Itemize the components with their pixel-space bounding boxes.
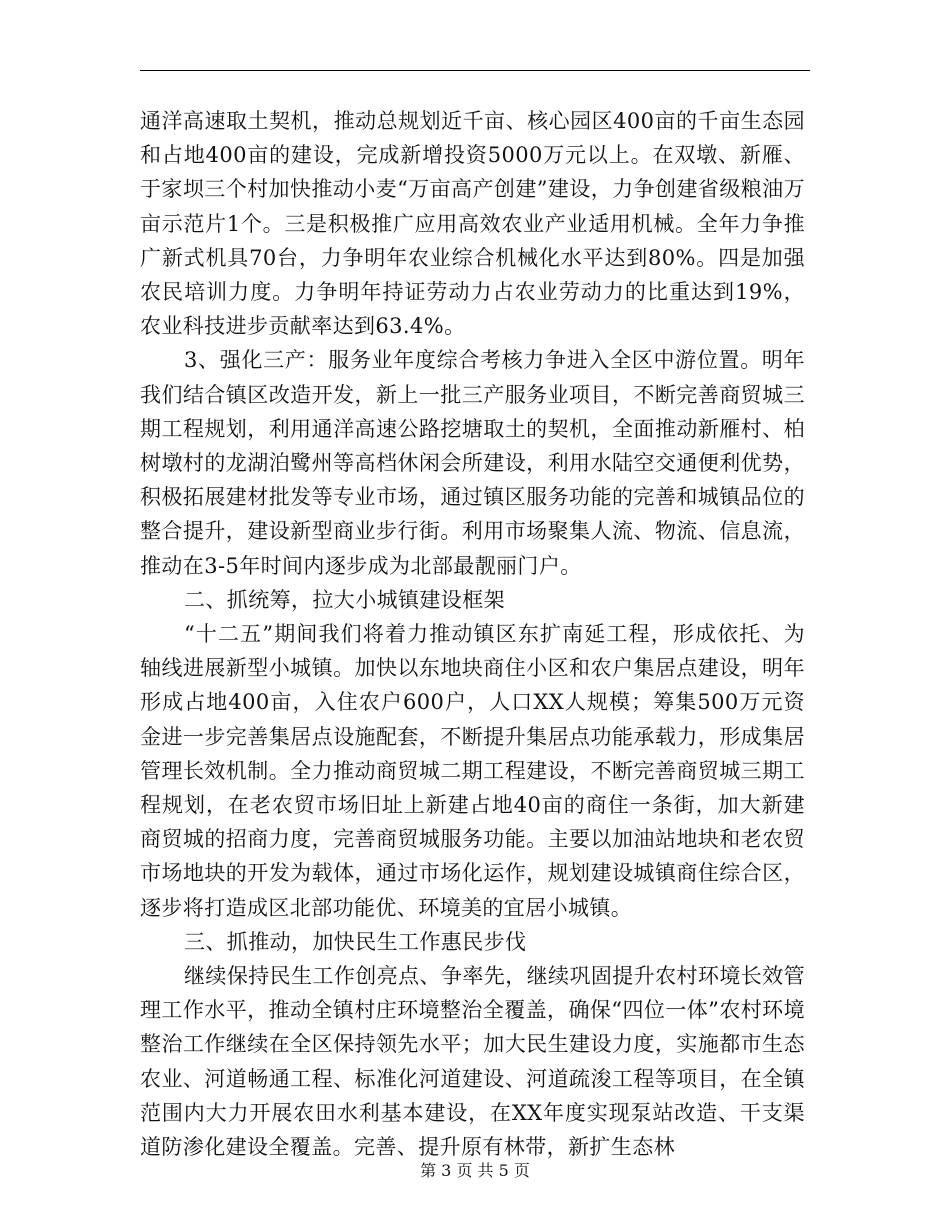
paragraph-1: 通洋高速取土契机，推动总规划近千亩、核心园区400亩的千亩生态园和占地400亩的建设，完成新增投资5000万元以上。在双墩、新雁、于家坝三个村加快推动小麦“万亩高产创建”建设，力争创建省级粮油万亩示范片1个。三是积极推广应用高效农业产业适用机械。全年力争推广新式机具70台，力争明年农业综合机械化水平达到80%。四是加强农民培训力度。力争明年持证劳动力占农业劳动力的比重达到19%，农业科技进步贡献率达到63.4%。 [140,109,805,339]
paragraph-3: “十二五”期间我们将着力推动镇区东扩南延工程，形成依托、为轴线进展新型小城镇。加快以东地块商住小区和农户集居点建设，明年形成占地400亩，入住农户600户，人口XX人规模；筹集500万元资金进一步完善集居点设施配套，不断提升集居点功能承载力，形成集居管理长效机制。全力推动商贸城二期工程建设，不断完善商贸城三期工程规划，在老农贸市场旧址上新建占地40亩的商住一条街，加大新建商贸城的招商力度，完善商贸城服务功能。主要以加油站地块和老农贸市场地块的开发为载体，通过市场化运作，规划建设城镇商住综合区，逐步将打造成区北部功能优、环境美的宜居小城镇。 [140,622,805,920]
header-rule [140,70,810,71]
paragraph-4: 继续保持民生工作创亮点、争率先，继续巩固提升农村环境长效管理工作水平，推动全镇村庄环境整治全覆盖，确保“四位一体”农村环境整治工作继续在全区保持领先水平；加大民生建设力度，实施都市生态农业、河道畅通工程、标准化河道建设、河道疏浚工程等项目，在全镇范围内大力开展农田水利基本建设，在XX年度实现泵站改造、干支渠道防渗化建设全覆盖。完善、提升原有林带，新扩生态林 [140,964,805,1160]
page-number-footer: 第 3 页 共 5 页 [420,1161,530,1180]
section-heading-3: 三、抓推动，加快民生工作惠民步伐 [184,929,527,954]
document-body [140,104,805,1164]
paragraph-2: 3、强化三产：服务业年度综合考核力争进入全区中游位置。明年我们结合镇区改造开发，新上一批三产服务业项目，不断完善商贸城三期工程规划，利用通洋高速公路挖塘取土的契机，全面推动新雁村、柏树墩村的龙湖泊鹭州等高档休闲会所建设，利用水陆空交通便利优势，积极拓展建材批发等专业市场，通过镇区服务功能的完善和城镇品位的整合提升，建设新型商业步行街。利用市场聚集人流、物流、信息流，推动在3-5年时间内逐步成为北部最靓丽门户。 [140,348,805,578]
section-heading-2: 二、抓统筹，拉大小城镇建设框架 [184,587,505,612]
